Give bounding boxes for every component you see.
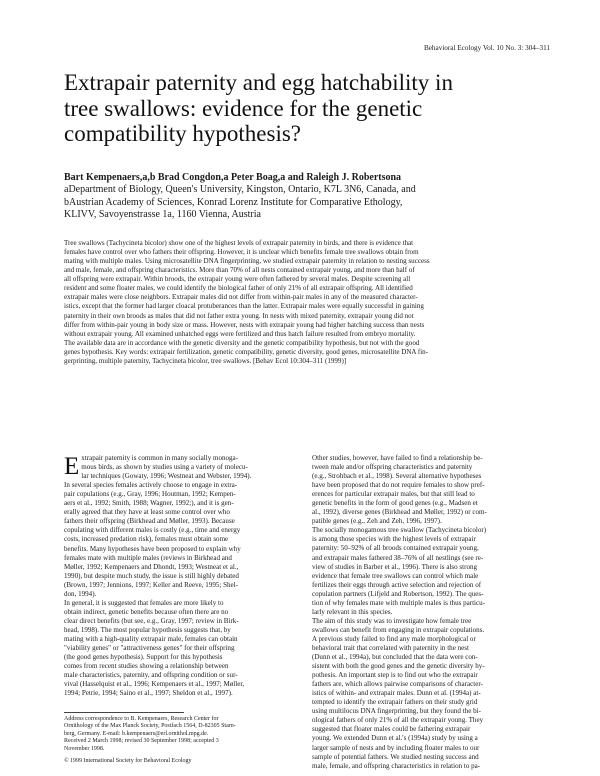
body-line: (Dunn et al., 1994a), but concluded that the data were con- [312,653,478,662]
body-line: head, 1998). The most popular hypothesis suggests that, by [64,625,231,634]
abstract-line: females have control over who fathers their offspring. However, it is unclear which benefits female tree swallows obtain from [64,248,419,257]
body-line: using multilocus DNA fingerprinting, but they found the bi- [312,707,481,716]
body-line: sample of potential fathers. We studied nesting success and [312,752,479,761]
body-line: and extrapair males fathered 38–76% of all nestlings (see re- [312,553,484,562]
footnote-divider [64,712,184,713]
affiliation-line: bAustrian Academy of Sciences, Konrad Lorenz Institute for Comparative Ethology, [64,196,403,208]
body-line: copulating with different males is costly (e.g., time and energy [64,526,241,535]
body-line: fertilizes their eggs through active selection and rejection of [312,580,482,589]
footnote-line: November 1998. [64,745,105,752]
footnotes [64,716,304,753]
running-head: Behavioral Ecology Vol. 10 No. 3: 304–311 [423,44,550,52]
body-line: fathers their offspring (Birkhead and Møller, 1993). Because [64,517,235,526]
body-line: genetic benefits in the form of good genes (e.g., Madsen et [312,499,478,508]
body-line: xtrapair paternity is common in many socially monoga- [81,454,239,462]
body-line: clear direct benefits (but see, e.g., Gray, 1997; review in Birk- [64,616,239,625]
author-names: Bart Kempenaers,a,b Brad Congdon,a Peter Boag,a and Raleigh J. Robertsona [64,172,402,183]
body-line: tempted to identify the extrapair fathers on their study grid [312,698,478,707]
body-line: 1994; Petrie, 1994; Saino et al., 1997; Sheldon et al., 1997). [64,689,233,698]
body-line: "viability genes" or "attractiveness genes" for their offspring [64,644,235,653]
footnote-line: Ornithology of the Max Planck Society, Postfach 1564, D-82305 Starn- [64,723,236,730]
article-title [64,70,544,147]
abstract-line: The available data are in accordance with the genetic diversity and the genetic compatibility hypothesis, but not with the good [64,338,420,347]
body-line: Møller, 1992; Kempenaers and Dhondt, 1993; Westneat et al., [64,562,239,571]
title-line: tree swallows: evidence for the genetic [64,95,423,121]
footnote-line: Received 2 March 1998; revised 30 September 1998; accepted 3 [64,738,219,745]
body-line: A previous study failed to find any male morphological or [312,634,476,643]
body-line: pair copulations (e.g., Gray, 1996; Houtman, 1992; Kempen- [64,490,236,499]
title-line: compatibility hypothesis? [64,121,301,146]
body-line: aers et al., 1992; Smith, 1988; Wagner, 1992;), and it is gen- [64,499,234,508]
abstract-line: resident and some floater males, we could identify the biological father of only 21% of all extrapair offspring. All identified [64,284,413,293]
body-line: fathers are, which allows pairwise comparisons of character- [312,680,483,689]
affiliation-line: KLIVV, Savoyenstrasse 1a, 1160 Vienna, Austria [64,208,261,220]
footnote-line: Address correspondence to B. Kempenaers, Research Center for [64,716,219,722]
body-line: vival (Hasselquist et al., 1996; Kempenaers et al., 1997; Møller, [64,680,245,689]
body-line: ological fathers of only 21% of all the extrapair young. They [312,716,484,725]
abstract-line: without extrapair young. All examined unhatched eggs were fertilized and thus hatch failure resulted from embryo mortality. [64,329,416,338]
body-line: In several species females actively choose to engage in extra- [64,481,238,490]
body-line: young. We extended Dunn et al.'s (1994a) study by using a [312,734,478,743]
body-line: The socially monogamous tree swallow (Tachycineta bicolor) [312,526,487,535]
body-line: copulation partners (Lifjeld and Robertson, 1992). The ques- [312,589,484,598]
abstract [64,239,548,366]
body-line: obtain indirect, genetic benefits because often there are no [64,607,229,616]
title-line: Extrapair paternity and egg hatchability in [64,70,453,95]
body-line: The aim of this study was to investigate how female tree [312,616,472,625]
body-line: is among those species with the highest levels of extrapair [312,535,476,544]
body-column-right [312,454,552,771]
left-body-lines [64,481,302,698]
body-line: tion of why females mate with multiple males is thus particu- [312,598,486,607]
drop-cap: E [64,453,80,480]
abstract-line: mating with multiple males. Using microsatellite DNA fingerprinting, we studied extrapair paternity in relation to nesting success [64,257,430,266]
body-line: have been proposed that do not require females to show pref- [312,481,485,490]
body-line: larly relevant in this species. [312,607,393,616]
body-line: erences for particular extrapair males, but that still lead to [312,490,475,499]
body-line: In general, it is suggested that females are more likely to [64,598,224,607]
body-line: costs, increased predation risk), females must obtain some [64,535,229,544]
abstract-line: extrapair males were close neighbors. Extrapair males did not differ from within-pair males in any of the measured character- [64,293,418,302]
body-line: male characteristics, paternity, and offspring condition or sur- [64,671,238,680]
body-line: lar techniques (Gowaty, 1996; Westneat and Webster, 1994). [81,472,252,481]
abstract-line: istics, except that the former had larger cloacal protuberances than the latter. Extrapair males were equally successful in gaining [64,302,424,311]
body-line: behavioral trait that correlated with paternity in the nest [312,643,469,652]
intro-paragraph-start [64,454,302,481]
abstract-line: Tree swallows (Tachycineta bicolor) show one of the highest levels of extrapair paternity in birds, and there is evidence that [64,239,414,247]
body-line: (e.g., Strohbach et al., 1998). Several alternative hypotheses [312,472,482,481]
abstract-line: genes hypothesis. Key words: extrapair fertilization, genetic compatibility, genetic diversity, good genes, microsatellite DNA fin- [64,347,429,356]
body-line: comes from recent studies showing a relationship between [64,662,229,671]
body-line: don, 1994). [64,589,97,598]
body-column-left [64,454,302,698]
body-line: Other studies, however, have failed to find a relationship be- [312,454,483,462]
abstract-line: differ from within-pair young in body size or mass. However, nests with extrapair young had higher hatching success than nests [64,320,425,329]
body-line: evidence that female tree swallows can control which male [312,571,479,580]
body-line: istics of within- and extrapair males. Dunn et al. (1994a) at- [312,689,481,698]
body-line: tween male and/or offspring characteristics and paternity [312,463,473,472]
body-line: 1990), but despite much study, the issue is still highly debated [64,571,239,580]
body-line: benefits. Many hypotheses have been proposed to explain why [64,544,241,553]
footnote-line: berg, Germany. E-mail: b.kempenaers@erl.ornithol.mpg.de. [64,730,209,737]
body-line: females mate with multiple males (reviews in Birkhead and [64,553,232,562]
abstract-line: and male, female, and offspring characteristics. More than 70% of all nests contained extrapair young, and more than half of [64,266,415,275]
affiliation-line: aDepartment of Biology, Queen's University, Kingston, Ontario, K7L 3N6, Canada, and [64,184,416,196]
body-line: male, female, and offspring characteristics in relation to pa- [312,761,481,770]
body-line: (the good genes hypothesis). Support for this hypothesis [64,653,223,662]
body-line: paternity: 50–92% of all broods contained extrapair young, [312,544,479,553]
body-line: view of studies in Barber et al., 1996). There is also strong [312,562,478,571]
abstract-line: paternity in their own broods as males that did not father extra young. In nests with mixed paternity, extrapair young did not [64,311,414,320]
body-line: sistent with both the good genes and the genetic diversity hy- [312,662,485,671]
authors-block [64,172,544,221]
body-line: al., 1992), diverse genes (Birkhead and Møller, 1992) or com- [312,508,487,517]
body-line: larger sample of nests and by including floater males to our [312,743,480,752]
abstract-line: all offspring were extrapair. Within broods, the extrapair young were often fathered by several males. Despite screening all [64,275,411,284]
body-line: swallows can benefit from engaging in extrapair copulations. [312,625,485,634]
body-line: patible genes (e.g., Zeh and Zeh, 1996, 1997). [312,517,442,526]
copyright-notice: © 1999 International Society for Behavioral Ecology [64,758,192,764]
right-body-lines [312,454,552,771]
abstract-line: gerprinting, multiple paternity, Tachycineta bicolor, tree swallows. [Behav Ecol 10:304–311 (1999)] [64,356,347,365]
body-line: erally agreed that they have at least some control over who [64,508,230,517]
body-line: suggested that floater males could be fathering extrapair [312,725,471,734]
body-line: pothesis. An important step is to find out who the extrapair [312,671,478,680]
body-line: (Brown, 1997; Jennions, 1997; Keller and Reeve, 1995; Shel- [64,580,238,589]
body-line: mating with a high-quality extrapair male, females can obtain [64,634,238,643]
body-line: mous birds, as shown by studies using a variety of molecu- [81,463,248,472]
